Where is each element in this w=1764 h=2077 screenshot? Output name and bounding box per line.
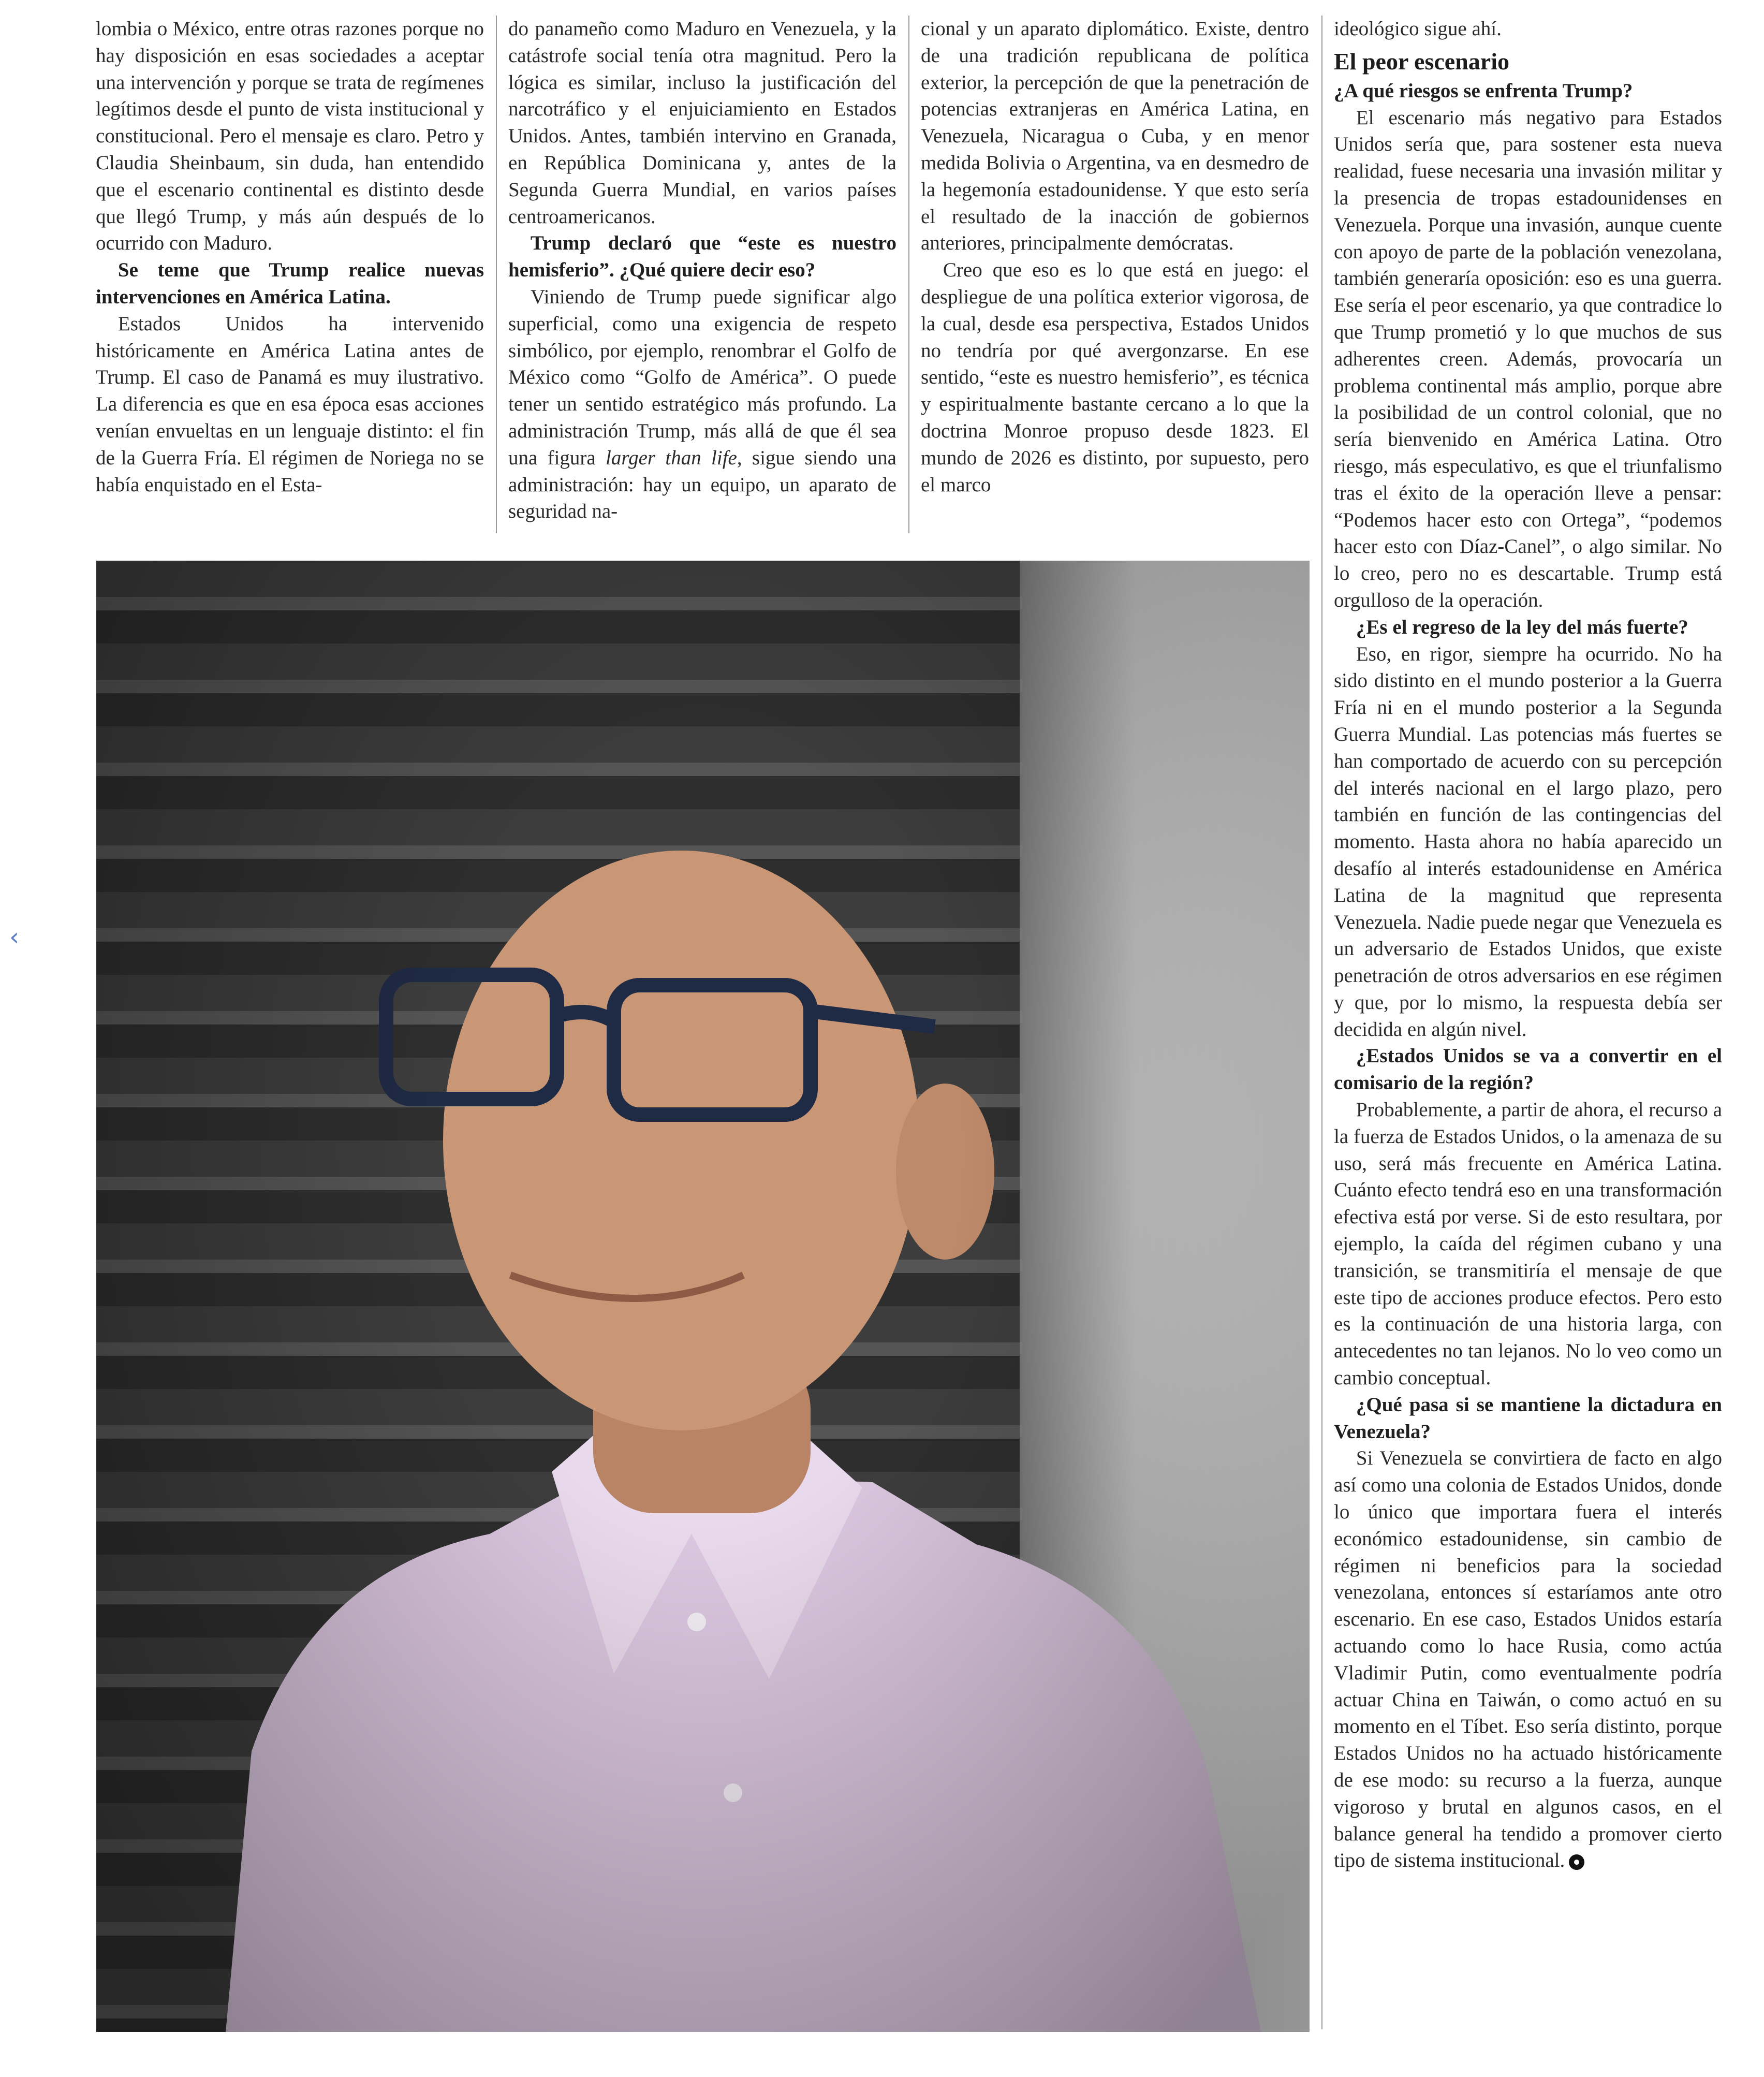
interview-question: Trump declaró que “este es nuestro hemisferio”. ¿Qué quiere decir eso? (508, 232, 896, 282)
article-column-2 (508, 16, 896, 525)
paragraph: El escenario más negativo para Estados Unidos sería que, para sostener esta nueva realidad, fuese necesaria una invasión militar y la presencia de tropas estadounidenses en Venezuela. Porque una invasión, aunque cuente con apoyo de parte de la población venezolana, también generaría oposición: eso es una guerra. Ese sería el peor escenario, ya que contradice lo que Trump prometió y lo que muchos de sus adherentes creen. Además, provocaría un problema continental más amplio, porque abre la posibilidad de un control colonial, que no sería bienvenido en América Latina. Otro riesgo, más especulativo, es que el triunfalismo tras el éxito de la operación lleve a pensar: “Podemos hacer esto con Ortega”, “podemos hacer esto con Díaz-Canel”, o algo similar. No lo creo, pero no es descartable. Trump está orgulloso de la operación. (1334, 106, 1722, 611)
italic-phrase: larger than life (606, 446, 737, 469)
paragraph (1334, 1445, 1722, 1874)
interview-question: ¿Es el regreso de la ley del más fuerte? (1356, 616, 1688, 638)
interview-question: Se teme que Trump realice nuevas intervenciones en América Latina. (96, 259, 484, 308)
paragraph: Probablemente, a partir de ahora, el recurso a la fuerza de Estados Unidos, o la amenaza de su uso, será más frecuente en América Latina. Cuánto efecto tendrá eso en una transformación efectiva está por verse. Si de esto resultara, por ejemplo, la caída del régimen cubano y una transición, se transmitiría el mensaje de que este tipo de acciones produce efectos. Pero esto es la continuación de una historia larga, con antecedentes no tan lejanos. No lo veo como un cambio conceptual. (1334, 1099, 1722, 1389)
paragraph-text: Viniendo de Trump puede significar algo superficial, como una exigencia de respeto simbólico, por ejemplo, renombrar el Golfo de México como “Golfo de América”. O puede tener un sentido estratégico más profundo. La administración Trump, más allá de que él sea una figura (508, 285, 896, 469)
paragraph (508, 284, 896, 525)
paragraph-text: , sigue siendo una administración: hay un equipo, un aparato de seguridad na- (508, 446, 896, 523)
end-of-article-icon (1569, 1854, 1584, 1870)
chevron-left-icon[interactable]: ‹ (9, 923, 20, 952)
paragraph: lombia o México, entre otras razones porque no hay disposición en esas sociedades a aceptar una intervención y porque se trata de regímenes legítimos desde el punto de vista institucional y constitucional. Pero el mensaje es claro. Petro y Claudia Sheinbaum, sin duda, han entendido que el escenario continental es distinto desde que llegó Trump, y más aún después de lo ocurrido con Maduro. (96, 18, 484, 255)
column-divider (1321, 16, 1322, 2029)
interview-question: ¿Qué pasa si se mantiene la dictadura en Venezuela? (1334, 1393, 1722, 1443)
article-column-4 (1334, 16, 1722, 1874)
paragraph: Estados Unidos ha intervenido históricamente en América Latina antes de Trump. El caso de Panamá es muy ilustrativo. La diferencia es que en esa época esas acciones venían envueltas en un lenguaje distinto: el fin de la Guerra Fría. El régimen de Noriega no se había enquistado en el Esta- (96, 312, 484, 496)
photo-vignette (96, 561, 1310, 2032)
paragraph: Eso, en rigor, siempre ha ocurrido. No ha sido distinto en el mundo posterior a la Guerra Fría ni en el mundo posterior a la Segunda Guerra Mundial. Las potencias más fuertes se han comportado de acuerdo con su percepción del interés nacional en el largo plazo, pero también en función de las contingencias del momento. Hasta ahora no había aparecido un desafío al interés estadounidense en América Latina de la magnitud que representa Venezuela. Nadie puede negar que Venezuela es un adversario de Estados Unidos, que existe penetración de otros adversarios en ese régimen y que, por lo mismo, la respuesta debía ser decidida en algún nivel. (1334, 642, 1722, 1041)
paragraph-text: Si Venezuela se convirtiera de facto en algo así como una colonia de Estados Unidos, donde lo único que importara fuera el interés económico estadounidense, sin cambio de régimen ni beneficios para la sociedad venezolana, entonces sí estaríamos ante otro escenario. En ese caso, Estados Unidos estaría actuando como lo hace Rusia, como actúa Vladimir Putin, como eventualmente podría actuar China en Taiwán, o como actuó en su momento en el Tíbet. Eso sería distinto, porque Estados Unidos no ha actuado históricamente de ese modo: su recurso a la fuerza, aunque vigoroso y brutal en algunos casos, en el balance general ha tendido a promover cierto tipo de sistema institucional. (1334, 1447, 1722, 1872)
paragraph: ideológico sigue ahí. (1334, 18, 1502, 40)
portrait-photo (96, 561, 1310, 2032)
interview-question: ¿A qué riesgos se enfrenta Trump? (1334, 79, 1633, 102)
article-column-3 (921, 16, 1309, 498)
section-heading: El peor escenario (1334, 48, 1509, 75)
paragraph: do panameño como Maduro en Venezuela, y la catástrofe social tenía otra magnitud. Pero la lógica es similar, incluso la justificación del narcotráfico y el enjuiciamiento en Estados Unidos. Antes, también intervino en Granada, en República Dominicana y, antes de la Segunda Guerra Mundial, en varios países centroamericanos. (508, 18, 896, 228)
article-column-1 (96, 16, 484, 498)
column-divider (908, 16, 909, 533)
paragraph: cional y un aparato diplomático. Existe, dentro de una tradición republicana de política exterior, la percepción de que la penetración de potencias extranjeras en América Latina, en Venezuela, Nicaragua o Cuba, y en menor medida Bolivia o Argentina, va en desmedro de la hegemonía estadounidense. Y que esto sería el resultado de la inacción de gobiernos anteriores, principalmente demócratas. (921, 18, 1309, 255)
interview-question: ¿Estados Unidos se va a convertir en el comisario de la región? (1334, 1045, 1722, 1094)
paragraph: Creo que eso es lo que está en juego: el despliegue de una política exterior vigorosa, de la cual, desde esa perspectiva, Estados Unidos no tendría por qué avergonzarse. En ese sentido, “este es nuestro hemisferio”, es técnica y espiritualmente bastante cercano a lo que la doctrina Monroe propuso desde 1823. El mundo de 2026 es distinto, por supuesto, pero el marco (921, 259, 1309, 496)
column-divider (496, 16, 497, 533)
